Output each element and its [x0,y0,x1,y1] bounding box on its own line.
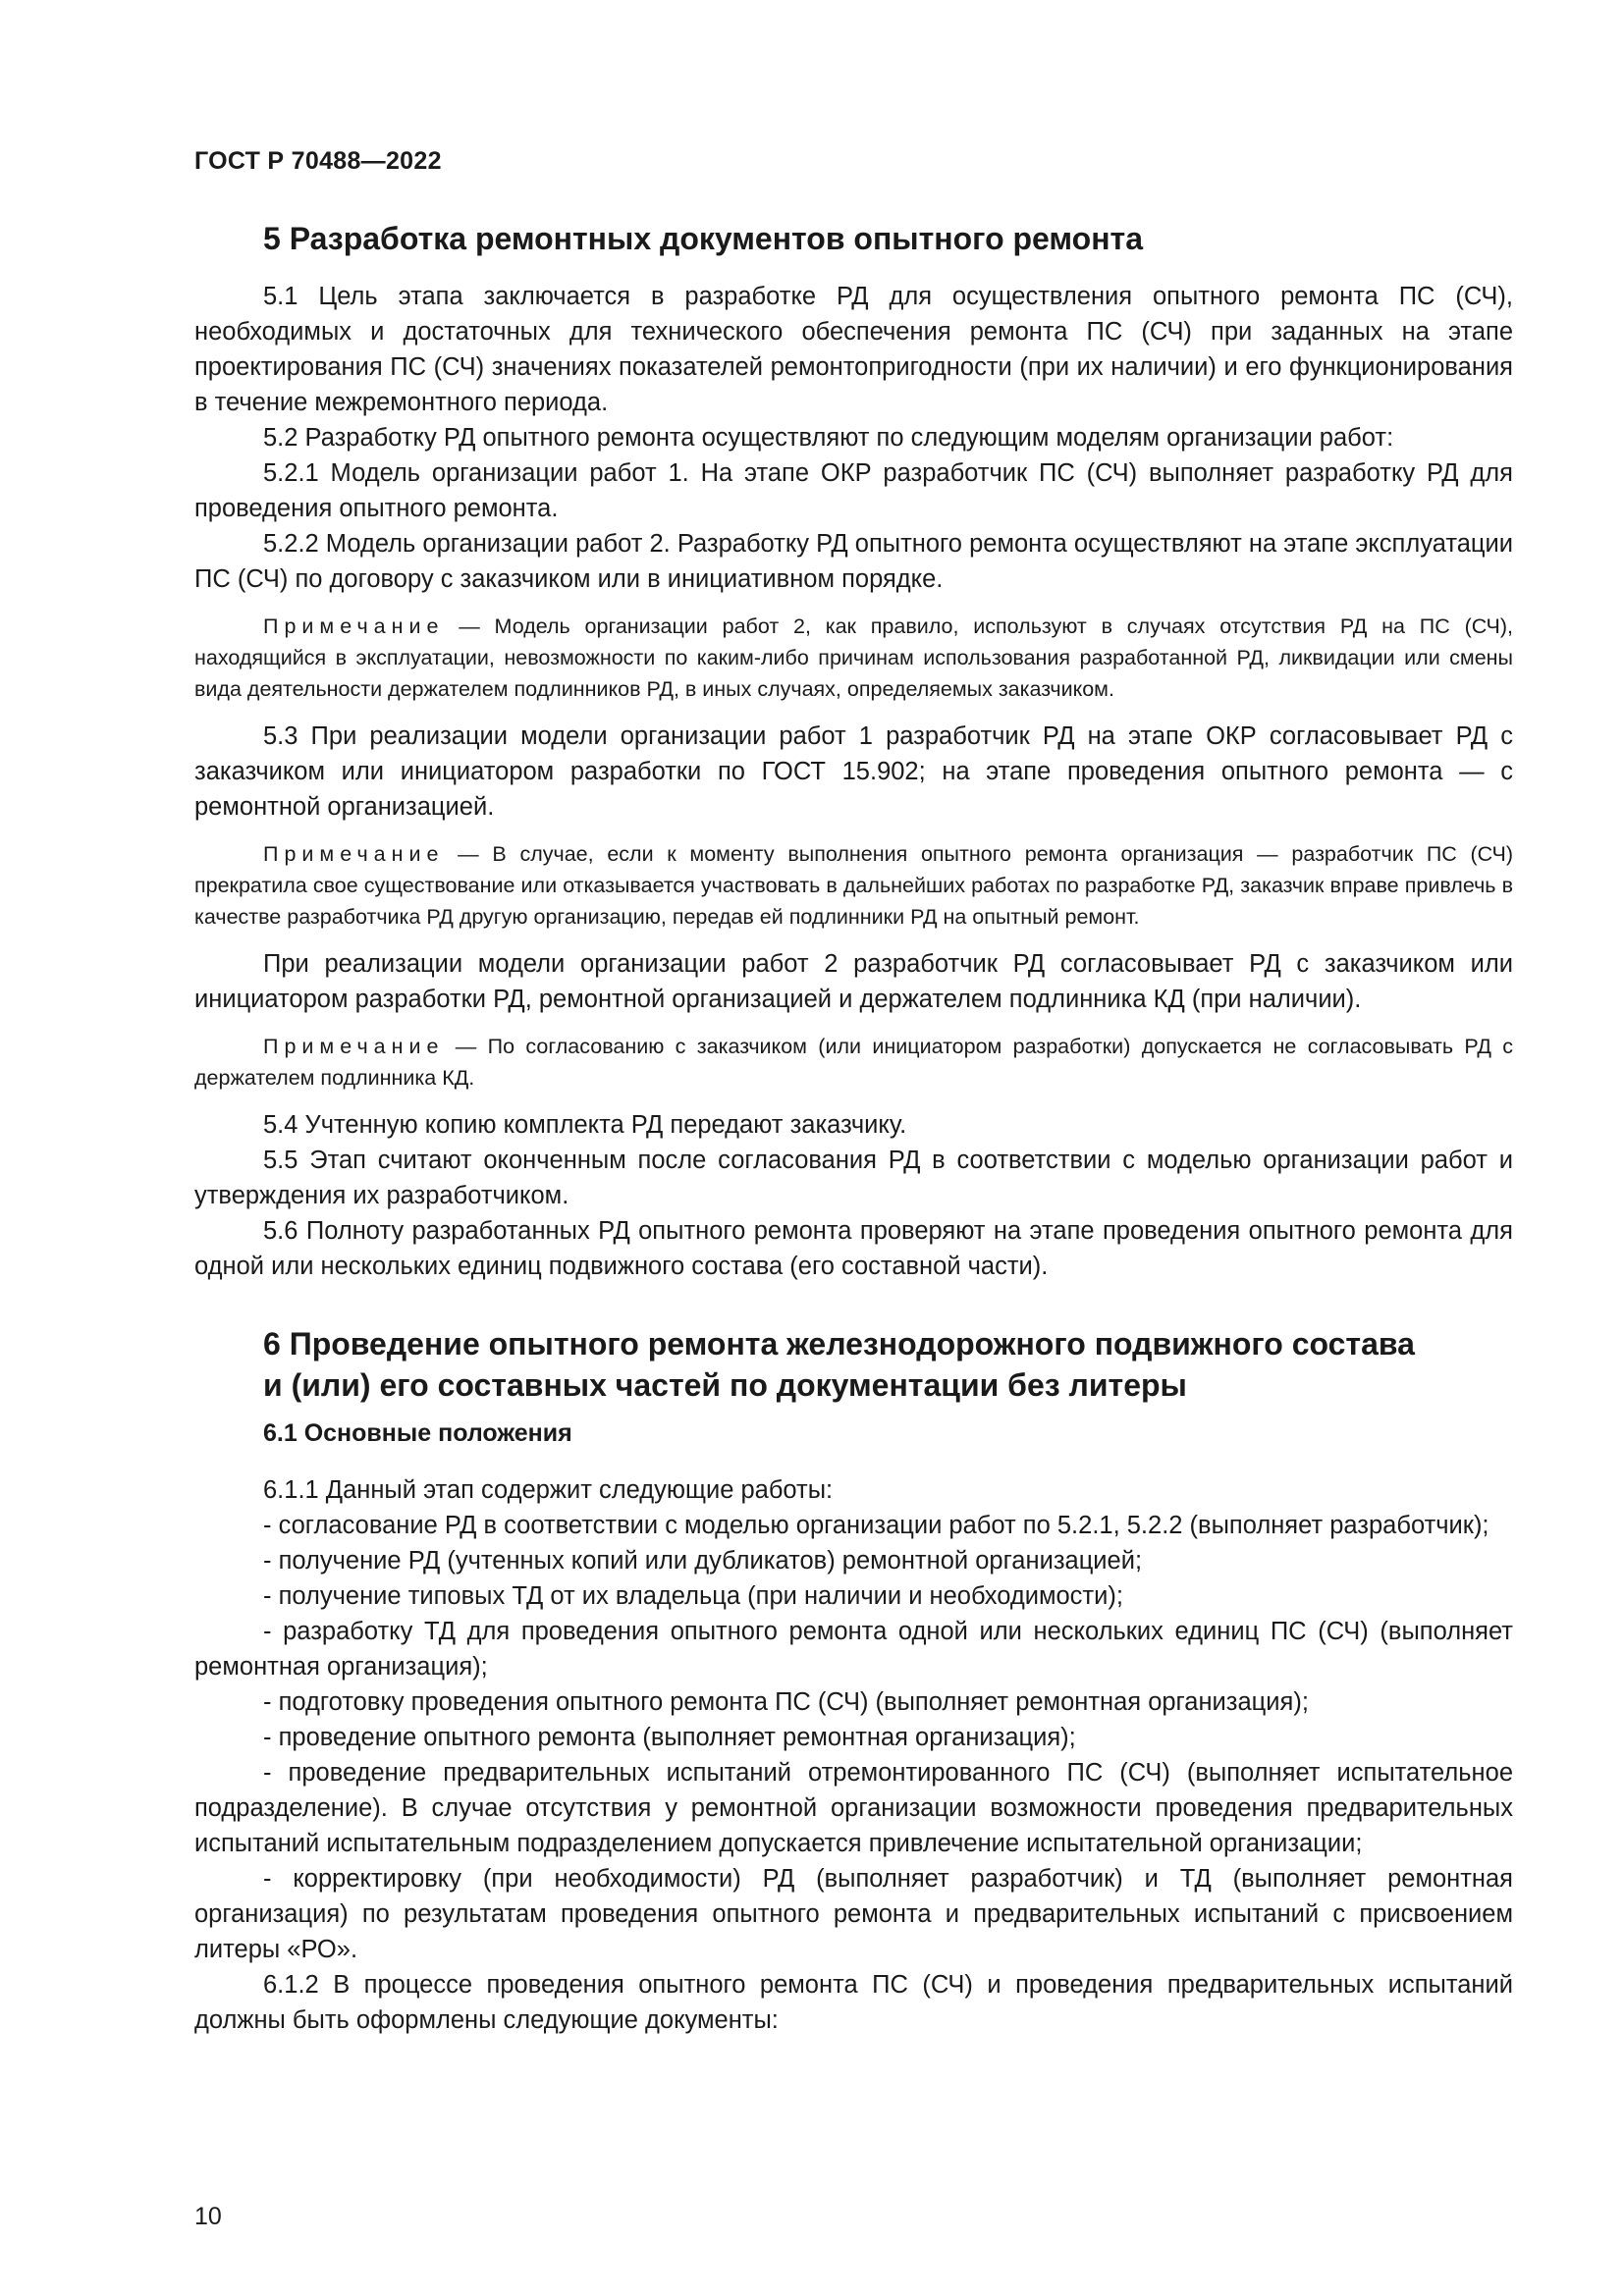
list-item: - проведение предварительных испытаний отремонтированного ПС (СЧ) (выполняет испытательное подразделение). В случае отсутствия у ремонтной организации возможности проведения предварительных испытаний испытательным подразделением допускается привлечение испытательной организации; [194,1759,1513,1857]
note-1 [194,611,1513,705]
paragraph-5-4: 5.4 Учтенную копию комплекта РД передают заказчику. [263,1111,907,1139]
list-item: - получение РД (учтенных копий или дубликатов) ремонтной организацией; [263,1547,1143,1575]
note-2-text: — В случае, если к моменту выполнения опытного ремонта организация — разработчик ПС (СЧ) прекратила свое существование или отказывается участвовать в дальнейших работах по разработке РД, заказчик вправе привлечь в качестве разработчика РД другую организацию, передав ей подлинники РД на опытный ремонт. [194,842,1513,929]
section-6-title-line-2: и (или) его составных частей по документации без литеры [263,1367,1187,1403]
paragraph-6-1-2: 6.1.2 В процессе проведения опытного ремонта ПС (СЧ) и проведения предварительных испытаний должны быть оформлены следующие документы: [194,1971,1513,2034]
paragraph-5-3: 5.3 При реализации модели организации работ 1 разработчик РД на этапе ОКР согласовывает РД с заказчиком или инициатором разработки по ГОСТ 15.902; на этапе проведения опытного ремонта — с ремонтной организацией. [194,722,1513,821]
note-label: Примечание [263,1035,445,1058]
list-item: - корректировку (при необходимости) РД (выполняет разработчик) и ТД (выполняет ремонтная организация) по результатам проведения опытного ремонта и предварительных испытаний с присвоением литеры «РО». [194,1865,1513,1963]
paragraph-5-1: 5.1 Цель этапа заключается в разработке РД для осуществления опытного ремонта ПС (СЧ), необходимых и достаточных для технического обеспечения ремонта ПС (СЧ) при заданных на этапе проектирования ПС (СЧ) значениях показателей ремонтопригодности (при их наличии) и его функционирования в течение межремонтного периода. [194,283,1513,416]
section-5-title: 5 Разработка ремонтных документов опытного ремонта [263,221,1144,256]
list-item: - подготовку проведения опытного ремонта ПС (СЧ) (выполняет ремонтная организация); [263,1688,1309,1716]
note-3-text: — По согласованию с заказчиком (или инициатором разработки) допускается не согласовывать РД с держателем подлинника КД. [194,1035,1513,1090]
document-code-header: ГОСТ Р 70488—2022 [194,147,442,175]
note-label: Примечание [263,842,445,866]
page-number: 10 [194,2203,222,2230]
paragraph-5-2: 5.2 Разработку РД опытного ремонта осуществляют по следующим моделям организации работ: [263,424,1394,452]
list-item: - проведение опытного ремонта (выполняет ремонтная организация); [263,1724,1076,1751]
paragraph-5-6: 5.6 Полноту разработанных РД опытного ремонта проверяют на этапе проведения опытного ремонта для одной или нескольких единиц подвижного состава (его составной части). [194,1217,1513,1280]
note-3 [194,1031,1513,1094]
list-item: - согласование РД в соответствии с моделью организации работ по 5.2.1, 5.2.2 (выполняет разработчик); [263,1512,1489,1539]
page-content [194,218,1513,2038]
paragraph-5-2-1: 5.2.1 Модель организации работ 1. На этапе ОКР разработчик ПС (СЧ) выполняет разработку РД для проведения опытного ремонта. [194,459,1513,522]
list-item: - получение типовых ТД от их владельца (при наличии и необходимости); [263,1582,1123,1610]
subsection-6-1-title: 6.1 Основные положения [263,1419,572,1447]
section-6-title [194,1323,1513,1406]
note-2 [194,838,1513,933]
paragraph-5-5: 5.5 Этап считают оконченным после согласования РД в соответствии с моделью организации работ и утверждения их разработчиком. [194,1147,1513,1209]
note-label: Примечание [263,614,445,638]
section-6-title-line-1: 6 Проведение опытного ремонта железнодорожного подвижного состава [263,1326,1415,1362]
list-item: - разработку ТД для проведения опытного ремонта одной или нескольких единиц ПС (СЧ) (выполняет ремонтная организация); [194,1618,1513,1681]
paragraph-6-1-1: 6.1.1 Данный этап содержит следующие работы: [263,1476,834,1504]
paragraph-5-3-model-2: При реализации модели организации работ 2 разработчик РД согласовывает РД с заказчиком или инициатором разработки РД, ремонтной организацией и держателем подлинника КД (при наличии). [194,950,1513,1013]
note-1-text: — Модель организации работ 2, как правило, используют в случаях отсутствия РД на ПС (СЧ), находящийся в эксплуатации, невозможности по каким-либо причинам использования разработанной РД, ликвидации или смены вида деятельности держателем подлинников РД, в иных случаях, определяемых заказчиком. [194,614,1513,701]
paragraph-5-2-2: 5.2.2 Модель организации работ 2. Разработку РД опытного ремонта осуществляют на этапе эксплуатации ПС (СЧ) по договору с заказчиком или в инициативном порядке. [194,530,1513,593]
